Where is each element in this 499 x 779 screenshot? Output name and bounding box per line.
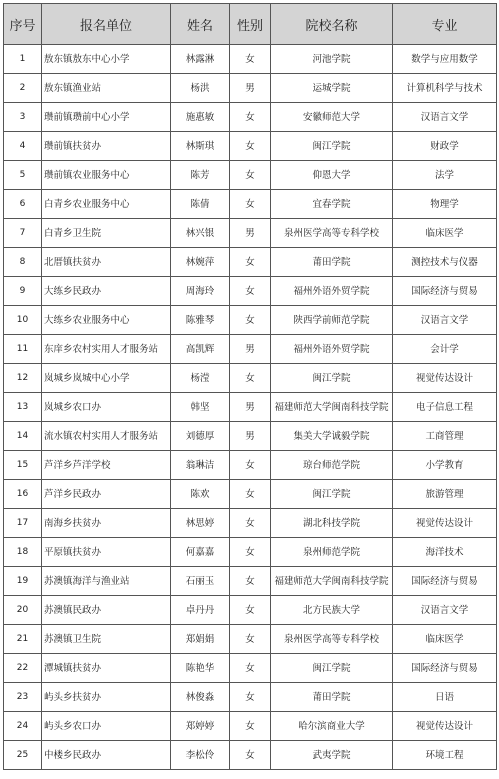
cell-name: 林俊淼 [171,683,230,712]
cell-no: 22 [4,654,42,683]
cell-no: 20 [4,596,42,625]
cell-school: 武夷学院 [271,741,393,770]
cell-major: 工商管理 [393,422,497,451]
cell-name: 杨滢 [171,364,230,393]
cell-no: 7 [4,219,42,248]
cell-name: 韩坚 [171,393,230,422]
cell-name: 高凯辉 [171,335,230,364]
table-body [4,45,497,770]
cell-major: 临床医学 [393,625,497,654]
cell-name: 林思婷 [171,509,230,538]
table-row [4,364,497,393]
cell-school: 安徽师范大学 [271,103,393,132]
cell-unit: 苏澳镇卫生院 [42,625,171,654]
cell-unit: 敖东镇敖东中心小学 [42,45,171,74]
header-gender: 性别 [230,4,271,45]
cell-gender: 女 [230,103,271,132]
cell-no: 17 [4,509,42,538]
cell-gender: 女 [230,538,271,567]
header-school: 院校名称 [271,4,393,45]
cell-school: 仰恩大学 [271,161,393,190]
cell-no: 23 [4,683,42,712]
cell-unit: 敖东镇渔业站 [42,74,171,103]
cell-school: 闽江学院 [271,654,393,683]
table-row [4,567,497,596]
cell-school: 集美大学诚毅学院 [271,422,393,451]
cell-school: 莆田学院 [271,248,393,277]
cell-name: 陈欢 [171,480,230,509]
table-row [4,277,497,306]
table-row [4,596,497,625]
cell-school: 运城学院 [271,74,393,103]
cell-school: 泉州师范学院 [271,538,393,567]
cell-major: 视觉传达设计 [393,509,497,538]
cell-unit: 苏澳镇海洋与渔业站 [42,567,171,596]
table-row [4,625,497,654]
cell-gender: 男 [230,335,271,364]
cell-no: 8 [4,248,42,277]
cell-major: 汉语言文学 [393,103,497,132]
table-row [4,74,497,103]
table-row [4,741,497,770]
table-row [4,248,497,277]
cell-name: 林露淋 [171,45,230,74]
cell-name: 翁琳洁 [171,451,230,480]
cell-school: 泉州医学高等专科学校 [271,219,393,248]
cell-school: 福建师范大学闽南科技学院 [271,393,393,422]
cell-gender: 女 [230,190,271,219]
table-row [4,712,497,741]
cell-school: 莆田学院 [271,683,393,712]
cell-school: 闽江学院 [271,132,393,161]
cell-school: 湖北科技学院 [271,509,393,538]
cell-no: 19 [4,567,42,596]
cell-gender: 女 [230,277,271,306]
cell-gender: 女 [230,364,271,393]
cell-major: 国际经济与贸易 [393,277,497,306]
cell-unit: 平原镇扶贫办 [42,538,171,567]
cell-no: 2 [4,74,42,103]
table-row [4,190,497,219]
cell-gender: 男 [230,219,271,248]
table-row [4,654,497,683]
cell-major: 测控技术与仪器 [393,248,497,277]
table-row [4,538,497,567]
cell-gender: 女 [230,451,271,480]
table-row [4,393,497,422]
cell-name: 陈芳 [171,161,230,190]
cell-major: 国际经济与贸易 [393,567,497,596]
cell-name: 陈倩 [171,190,230,219]
cell-unit: 岚城乡岚城中心小学 [42,364,171,393]
table-row [4,509,497,538]
cell-name: 杨洪 [171,74,230,103]
cell-name: 陈艳华 [171,654,230,683]
cell-gender: 女 [230,306,271,335]
cell-name: 林婉萍 [171,248,230,277]
cell-school: 闽江学院 [271,480,393,509]
table-row [4,132,497,161]
cell-major: 临床医学 [393,219,497,248]
cell-no: 18 [4,538,42,567]
table-row [4,45,497,74]
cell-no: 25 [4,741,42,770]
cell-major: 国际经济与贸易 [393,654,497,683]
cell-gender: 女 [230,625,271,654]
cell-no: 3 [4,103,42,132]
cell-unit: 北厝镇扶贫办 [42,248,171,277]
cell-school: 福建师范大学闽南科技学院 [271,567,393,596]
cell-school: 哈尔滨商业大学 [271,712,393,741]
roster-table-container [3,3,497,770]
cell-major: 环境工程 [393,741,497,770]
cell-name: 何嘉嘉 [171,538,230,567]
cell-school: 泉州医学高等专科学校 [271,625,393,654]
cell-no: 4 [4,132,42,161]
cell-unit: 南海乡扶贫办 [42,509,171,538]
cell-major: 财政学 [393,132,497,161]
cell-name: 林斯琪 [171,132,230,161]
table-row [4,306,497,335]
cell-unit: 潭城镇扶贫办 [42,654,171,683]
cell-major: 日语 [393,683,497,712]
cell-gender: 男 [230,422,271,451]
header-no: 序号 [4,4,42,45]
cell-name: 陈雅琴 [171,306,230,335]
cell-gender: 女 [230,132,271,161]
cell-gender: 女 [230,480,271,509]
cell-unit: 瓒前镇瓒前中心小学 [42,103,171,132]
cell-major: 视觉传达设计 [393,712,497,741]
cell-school: 福州外语外贸学院 [271,335,393,364]
cell-name: 卓丹丹 [171,596,230,625]
table-row [4,683,497,712]
cell-major: 计算机科学与技术 [393,74,497,103]
cell-gender: 女 [230,683,271,712]
table-row [4,335,497,364]
cell-gender: 女 [230,741,271,770]
table-row [4,161,497,190]
cell-major: 汉语言文学 [393,596,497,625]
header-major: 专业 [393,4,497,45]
header-name: 姓名 [171,4,230,45]
cell-unit: 大练乡农业服务中心 [42,306,171,335]
cell-gender: 女 [230,509,271,538]
cell-name: 施惠敏 [171,103,230,132]
cell-name: 石丽玉 [171,567,230,596]
cell-no: 1 [4,45,42,74]
cell-major: 法学 [393,161,497,190]
cell-gender: 男 [230,393,271,422]
cell-school: 琼台师范学院 [271,451,393,480]
cell-major: 汉语言文学 [393,306,497,335]
cell-school: 陕西学前师范学院 [271,306,393,335]
cell-unit: 中楼乡民政办 [42,741,171,770]
cell-unit: 白青乡农业服务中心 [42,190,171,219]
cell-unit: 岚城乡农口办 [42,393,171,422]
cell-name: 周海玲 [171,277,230,306]
cell-no: 9 [4,277,42,306]
cell-no: 13 [4,393,42,422]
cell-school: 福州外语外贸学院 [271,277,393,306]
cell-school: 河池学院 [271,45,393,74]
cell-no: 11 [4,335,42,364]
cell-no: 5 [4,161,42,190]
cell-unit: 屿头乡扶贫办 [42,683,171,712]
cell-no: 10 [4,306,42,335]
cell-unit: 瓒前镇扶贫办 [42,132,171,161]
cell-gender: 女 [230,161,271,190]
table-row [4,422,497,451]
cell-gender: 女 [230,596,271,625]
cell-major: 会计学 [393,335,497,364]
cell-no: 6 [4,190,42,219]
cell-no: 24 [4,712,42,741]
cell-no: 15 [4,451,42,480]
table-row [4,480,497,509]
cell-gender: 女 [230,248,271,277]
roster-table [3,3,497,770]
cell-unit: 屿头乡农口办 [42,712,171,741]
cell-major: 海洋技术 [393,538,497,567]
cell-gender: 女 [230,654,271,683]
cell-no: 12 [4,364,42,393]
cell-no: 16 [4,480,42,509]
cell-name: 郑婷婷 [171,712,230,741]
cell-name: 郑娟娟 [171,625,230,654]
cell-major: 旅游管理 [393,480,497,509]
cell-name: 李松伶 [171,741,230,770]
cell-major: 小学教育 [393,451,497,480]
cell-no: 14 [4,422,42,451]
cell-school: 闽江学院 [271,364,393,393]
cell-unit: 东庠乡农村实用人才服务站 [42,335,171,364]
cell-unit: 苏澳镇民政办 [42,596,171,625]
cell-unit: 芦洋乡芦洋学校 [42,451,171,480]
table-row [4,451,497,480]
cell-unit: 白青乡卫生院 [42,219,171,248]
cell-major: 视觉传达设计 [393,364,497,393]
table-header-row [4,4,497,45]
table-row [4,103,497,132]
cell-major: 数学与应用数学 [393,45,497,74]
cell-major: 物理学 [393,190,497,219]
cell-name: 林兴银 [171,219,230,248]
cell-unit: 瓒前镇农业服务中心 [42,161,171,190]
cell-unit: 大练乡民政办 [42,277,171,306]
table-row [4,219,497,248]
cell-gender: 女 [230,567,271,596]
cell-school: 宜春学院 [271,190,393,219]
cell-gender: 男 [230,74,271,103]
cell-gender: 女 [230,45,271,74]
cell-no: 21 [4,625,42,654]
cell-major: 电子信息工程 [393,393,497,422]
cell-gender: 女 [230,712,271,741]
cell-name: 刘德厚 [171,422,230,451]
cell-unit: 芦洋乡民政办 [42,480,171,509]
header-unit: 报名单位 [42,4,171,45]
cell-unit: 流水镇农村实用人才服务站 [42,422,171,451]
cell-school: 北方民族大学 [271,596,393,625]
